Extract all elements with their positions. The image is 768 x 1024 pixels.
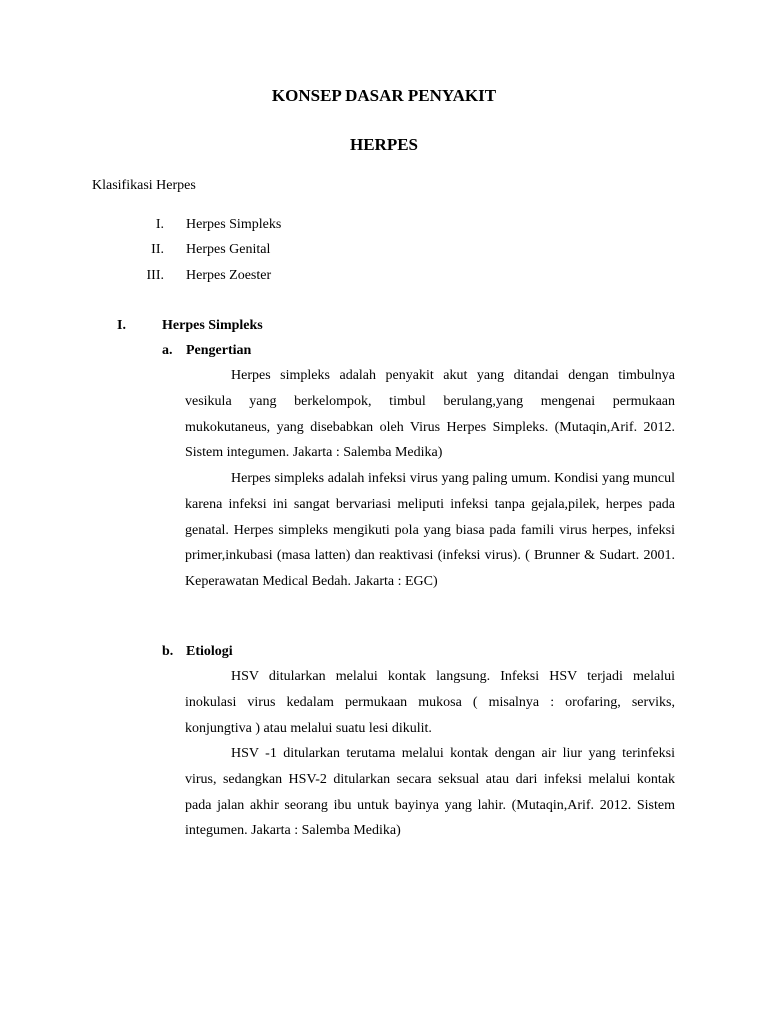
document-subtitle: HERPES [349,135,419,154]
list-text: Herpes Zoester [186,268,272,283]
subsection-marker: b. [162,644,174,659]
pengertian-paragraph-2: Herpes simpleks adalah infeksi virus yang paling umum. Kondisi yang muncul karena infeksi ini sangat bervariasi meliputi infeksi tanpa gejala,pilek, herpes pada genatal. Herpes simpleks mengikuti pola yang biasa pada famili virus herpes, infeksi primer,inkubasi (masa latten) dan reaktivasi (infeksi virus). ( Brunner & Sudart. 2001. Keperawatan Medical Bedah. Jakarta : EGC) [185,471,675,590]
section-numeral: I. [117,318,126,333]
document-title: KONSEP DASAR PENYAKIT [271,86,497,105]
section-heading: Herpes Simpleks [162,318,263,333]
list-numeral: III. [146,268,164,283]
list-text: Herpes Simpleks [186,217,282,232]
klasifikasi-heading: Klasifikasi Herpes [92,178,196,193]
list-numeral: II. [151,242,164,257]
subsection-marker: a. [162,343,173,358]
subsection-heading-etiologi: Etiologi [186,644,233,659]
etiologi-paragraph-2: HSV -1 ditularkan terutama melalui kontak dengan air liur yang terinfeksi virus, sedangkan HSV-2 ditularkan secara seksual atau dari infeksi melalui kontak pada jalan akhir seorang ibu untuk bayinya yang lahir. (Mutaqin,Arif. 2012. Sistem integumen. Jakarta : Salemba Medika) [185,746,675,839]
subsection-heading-pengertian: Pengertian [186,343,252,358]
etiologi-paragraph-1: HSV ditularkan melalui kontak langsung. Infeksi HSV terjadi melalui inokulasi virus kedalam permukaan mukosa ( misalnya : orofaring, serviks, konjungtiva ) atau melalui suatu lesi dikulit. [185,669,675,736]
list-text: Herpes Genital [186,242,271,257]
list-numeral: I. [155,217,164,232]
pengertian-paragraph-1: Herpes simpleks adalah penyakit akut yang ditandai dengan timbulnya vesikula yang berkelompok, timbul berulang,yang mengenai permukaan mukokutaneus, yang disebabkan oleh Virus Herpes Simpleks. (Mutaqin,Arif. 2012. Sistem integumen. Jakarta : Salemba Medika) [185,368,675,461]
